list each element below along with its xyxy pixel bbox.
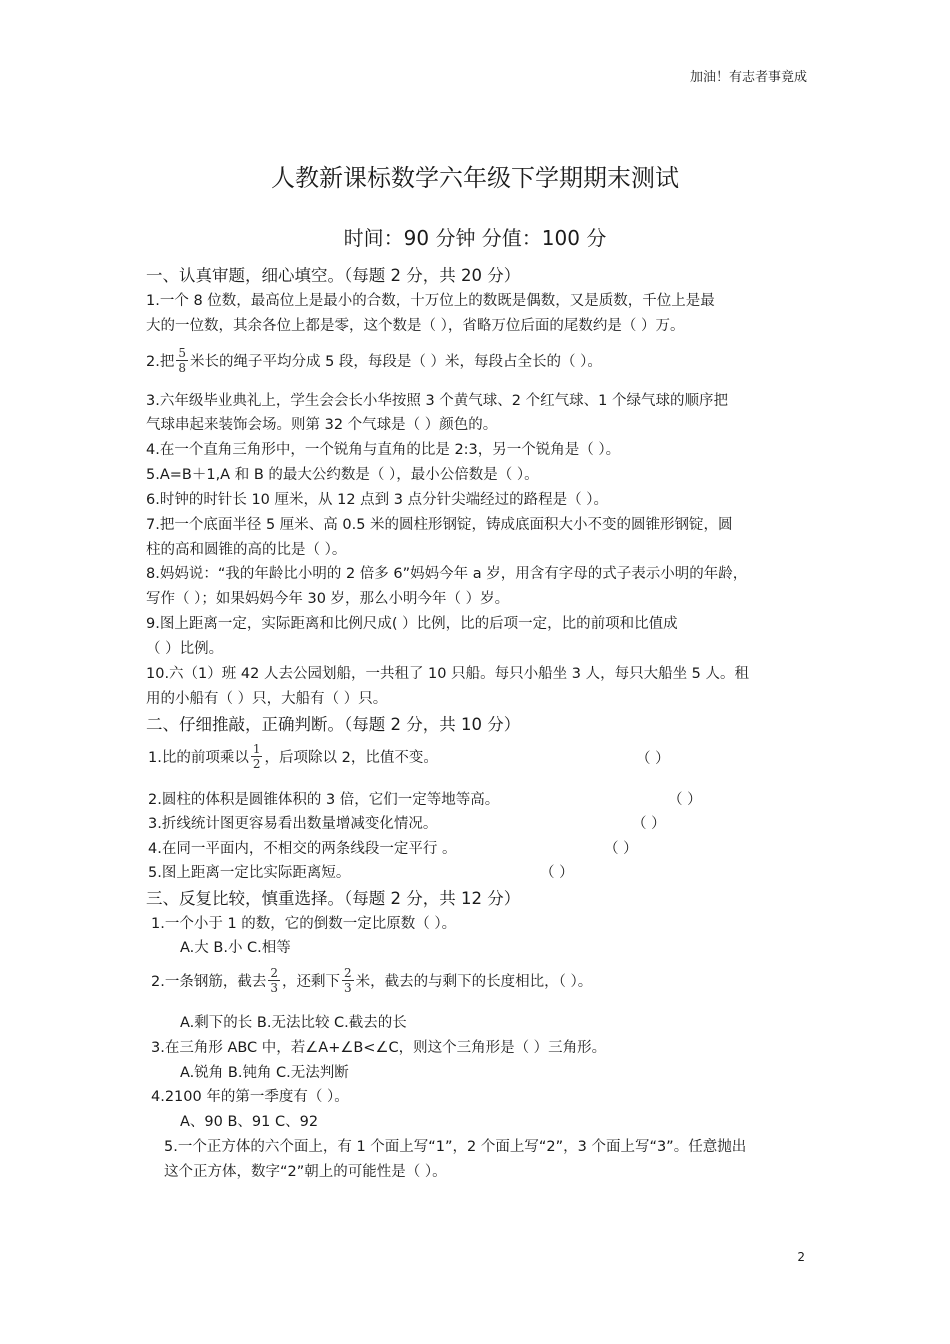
s1-q2-pre: 2.把: [146, 353, 175, 370]
fraction-numerator: 2: [343, 965, 352, 980]
s3-q1: 1.一个小于 1 的数，它的倒数一定比原数（ ）。: [151, 916, 457, 932]
page-number: 2: [797, 1250, 805, 1264]
page-title: 人教新课标数学六年级下学期期末测试: [271, 164, 679, 192]
s3-q4-options: A、90 B、91 C、92: [180, 1114, 319, 1130]
fraction-numerator: 2: [270, 965, 278, 980]
s1-q2-fraction: [176, 346, 188, 375]
s1-q8-line1: 8.妈妈说：“我的年龄比小明的 2 倍多 6”妈妈今年 a 岁，用含有字母的式子表示小明的年龄，: [146, 566, 748, 582]
s2-q1-fraction: [251, 742, 263, 771]
s3-q2-post: 米，截去的与剩下的长度相比，（ ）。: [355, 973, 593, 990]
fraction-numerator: 1: [252, 741, 261, 756]
s1-q9-line2: （ ）比例。: [146, 641, 224, 657]
s3-q5-line1: 5.一个正方体的六个面上，有 1 个面上写“1”，2 个面上写“2”，3 个面上写“3”。任意抛出: [164, 1139, 747, 1155]
s1-q2: [146, 340, 602, 380]
s1-q3-line2: 气球串起来装饰会场。则第 32 个气球是（ ）颜色的。: [146, 417, 498, 433]
s3-q4: 4.2100 年的第一季度有（ ）。: [151, 1089, 349, 1105]
s1-q4: 4.在一个直角三角形中，一个锐角与直角的比是 2:3，另一个锐角是（ ）。: [146, 442, 621, 458]
s1-q10-line1: 10.六（1）班 42 人去公园划船，一共租了 10 只船。每只小船坐 3 人，每只大船坐 5 人。租: [146, 666, 750, 682]
s2-q2-answer-paren: （ ）: [668, 792, 702, 808]
s2-q2: 2.圆柱的体积是圆锥体积的 3 倍，它们一定等地等高。: [148, 792, 500, 808]
fraction-denominator: 3: [270, 980, 278, 995]
s1-q8-line2: 写作（ ）；如果妈妈今年 30 岁，那么小明今年（ ）岁。: [146, 591, 510, 607]
s2-q1-pre: 1.比的前项乘以: [148, 749, 249, 766]
s2-q5-answer-paren: （ ）: [540, 865, 574, 881]
s3-q1-options: A.大 B.小 C.相等: [180, 940, 291, 956]
section-1-heading: 一、认真审题，细心填空。（每题 2 分，共 20 分）: [146, 266, 521, 285]
fraction-denominator: 8: [178, 360, 186, 375]
s2-q3: 3.折线统计图更容易看出数量增减变化情况。: [148, 816, 438, 832]
s3-q2-fraction-1: [268, 966, 280, 995]
section-2-heading: 二、仔细推敲，正确判断。（每题 2 分，共 10 分）: [146, 715, 521, 734]
s2-q1: [148, 736, 438, 776]
fraction-denominator: 2: [252, 756, 261, 771]
s3-q3: 3.在三角形 ABC 中，若∠A+∠B<∠C，则这个三角形是（ ）三角形。: [151, 1040, 607, 1056]
s1-q1-line1: 1.一个 8 位数，最高位上是最小的合数，十万位上的数既是偶数，又是质数，千位上是最: [146, 293, 715, 309]
s3-q2-pre: 2.一条钢筋，截去: [151, 973, 267, 990]
s1-q7-line2: 柱的高和圆锥的高的比是（ ）。: [146, 542, 347, 558]
s1-q6: 6.时钟的时针长 10 厘米，从 12 点到 3 点分针尖端经过的路程是（ ）。: [146, 492, 608, 508]
fraction-denominator: 3: [343, 980, 352, 995]
s2-q4: 4.在同一平面内，不相交的两条线段一定平行 。: [148, 841, 457, 857]
s3-q2: [151, 960, 592, 1000]
s1-q5: 5.A=B＋1,A 和 B 的最大公约数是（ ），最小公倍数是（ ）。: [146, 467, 539, 483]
s3-q2-options: A.剩下的长 B.无法比较 C.截去的长: [180, 1015, 407, 1031]
s2-q3-answer-paren: （ ）: [632, 816, 666, 832]
s1-q10-line2: 用的小船有（ ）只，大船有（ ）只。: [146, 691, 388, 707]
s3-q2-mid: ，还剩下: [281, 973, 340, 990]
s1-q7-line1: 7.把一个底面半径 5 厘米、高 0.5 米的圆柱形钢锭，铸成底面积大小不变的圆锥形钢锭，圆: [146, 517, 733, 533]
section-3-heading: 三、反复比较，慎重选择。（每题 2 分，共 12 分）: [146, 889, 521, 908]
page-subtitle: 时间：90 分钟 分值：100 分: [343, 226, 607, 250]
s1-q2-post: 米长的绳子平均分成 5 段，每段是（ ）米，每段占全长的（ ）。: [189, 353, 602, 370]
s3-q2-fraction-2: [342, 966, 354, 995]
s2-q1-answer-paren: （ ）: [636, 751, 670, 767]
fraction-numerator: 5: [178, 345, 186, 360]
s2-q4-answer-paren: （ ）: [604, 841, 638, 857]
s2-q5: 5.图上距离一定比实际距离短。: [148, 865, 351, 881]
s2-q1-post: ，后项除以 2，比值不变。: [264, 749, 438, 766]
header-motto: 加油！有志者事竟成: [689, 70, 807, 85]
s1-q1-line2: 大的一位数，其余各位上都是零，这个数是（ ），省略万位后面的尾数约是（ ）万。: [146, 318, 685, 334]
s3-q3-options: A.锐角 B.钝角 C.无法判断: [180, 1065, 349, 1081]
s1-q9-line1: 9.图上距离一定，实际距离和比例尺成( ）比例，比的后项一定，比的前项和比值成: [146, 616, 678, 632]
s1-q3-line1: 3.六年级毕业典礼上，学生会会长小华按照 3 个黄气球、2 个红气球、1 个绿气球的顺序把: [146, 393, 728, 409]
s3-q5-line2: 这个正方体，数字“2”朝上的可能性是（ ）。: [164, 1164, 447, 1180]
